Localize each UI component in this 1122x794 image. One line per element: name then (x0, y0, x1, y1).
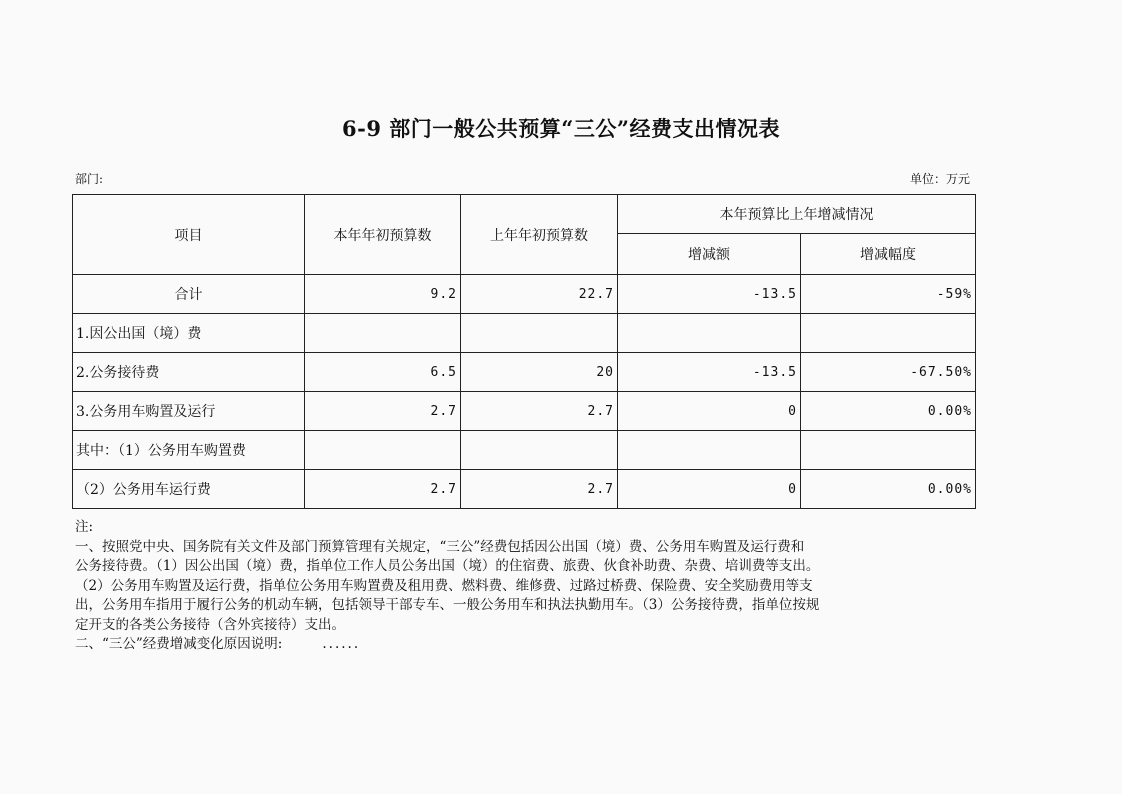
header-change-group: 本年预算比上年增减情况 (618, 195, 976, 234)
cell-previous: 2.7 (461, 392, 618, 431)
cell-previous: 20 (461, 353, 618, 392)
cell-change-amount (618, 314, 801, 353)
cell-change-rate: 0.00% (801, 470, 976, 509)
cell-previous (461, 431, 618, 470)
cell-change-rate: -59% (801, 275, 976, 314)
notes-line: 定开支的各类公务接待（含外宾接待）支出。 (75, 616, 345, 633)
cell-change-rate (801, 431, 976, 470)
table-row (73, 353, 976, 392)
cell-previous: 22.7 (461, 275, 618, 314)
cell-item: 合计 (73, 275, 305, 314)
cell-current: 2.7 (305, 392, 461, 431)
page-title: 6-9 部门一般公共预算“三公”经费支出情况表 (342, 116, 780, 141)
cell-current: 2.7 (305, 470, 461, 509)
department-label: 部门: (75, 172, 104, 186)
table-row (73, 314, 976, 353)
cell-previous (461, 314, 618, 353)
notes-line: 出，公务用车指用于履行公务的机动车辆，包括领导干部专车、一般公务用车和执法执勤用车。（3）公务接待费，指单位按规 (75, 597, 820, 613)
header-row (73, 195, 976, 234)
header-current-budget: 本年年初预算数 (305, 195, 461, 275)
cell-previous: 2.7 (461, 470, 618, 509)
table-row (73, 470, 976, 509)
cell-change-rate: -67.50% (801, 353, 976, 392)
cell-item: 2.公务接待费 (73, 353, 305, 392)
notes-change-reason-label: 二、“三公”经费增减变化原因说明: (75, 636, 283, 652)
cell-current (305, 431, 461, 470)
cell-change-rate (801, 314, 976, 353)
header-previous-budget: 上年年初预算数 (461, 195, 618, 275)
notes-change-reason (75, 635, 975, 655)
table-row-total (73, 275, 976, 314)
cell-current: 6.5 (305, 353, 461, 392)
cell-current: 9.2 (305, 275, 461, 314)
header-item: 项目 (73, 195, 305, 275)
cell-change-amount: -13.5 (618, 353, 801, 392)
cell-change-amount (618, 431, 801, 470)
cell-item: （2）公务用车运行费 (73, 470, 305, 509)
notes-line: 一、按照党中央、国务院有关文件及部门预算管理有关规定，“三公”经费包括因公出国（境）费、公务用车购置及运行费和 (75, 538, 805, 555)
cell-item: 1.因公出国（境）费 (73, 314, 305, 353)
notes-line: 公务接待费。（1）因公出国（境）费，指单位工作人员公务出国（境）的住宿费、旅费、伙食补助费、杂费、培训费等支出。 (75, 558, 820, 574)
cell-item: 其中：（1）公务用车购置费 (73, 431, 305, 470)
cell-change-rate: 0.00% (801, 392, 976, 431)
cell-change-amount: 0 (618, 392, 801, 431)
cell-change-amount: -13.5 (618, 275, 801, 314)
table-row (73, 392, 976, 431)
unit-label: 单位：万元 (909, 172, 970, 186)
budget-table (72, 194, 976, 509)
header-change-rate: 增减幅度 (801, 234, 976, 275)
cell-item: 3.公务用车购置及运行 (73, 392, 305, 431)
table-row (73, 431, 976, 470)
notes-line: （2）公务用车购置及运行费，指单位公务用车购置费及租用费、燃料费、维修费、过路过桥费、保险费、安全奖励费用等支 (75, 577, 813, 594)
header-change-amount: 增减额 (618, 234, 801, 275)
notes-section (75, 518, 975, 655)
cell-change-amount: 0 (618, 470, 801, 509)
notes-dots: ...... (322, 636, 361, 652)
notes-heading: 注: (75, 519, 94, 535)
cell-current (305, 314, 461, 353)
